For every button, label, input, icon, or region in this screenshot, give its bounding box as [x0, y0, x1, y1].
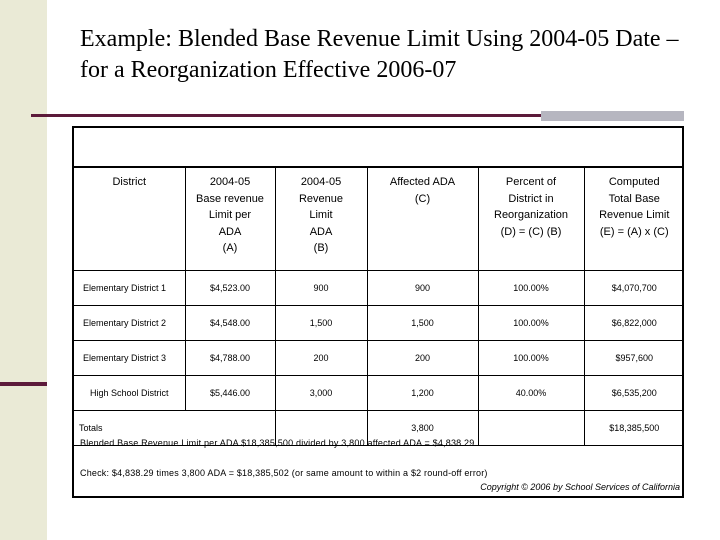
row-col-a: $4,788.00 — [185, 341, 275, 376]
row-col-c: 900 — [367, 271, 478, 306]
header-col-d: Percent of District in Reorganization (D) = (C) (B) — [494, 176, 568, 238]
check-note: Check: $4,838.29 times 3,800 ADA = $18,385,502 (or same amount to within a $2 round-off error) — [80, 468, 488, 478]
row-col-a: $4,523.00 — [185, 271, 275, 306]
row-district: Elementary District 1 — [74, 271, 185, 306]
row-district: Elementary District 3 — [74, 341, 185, 376]
row-district: Elementary District 2 — [74, 306, 185, 341]
blended-rate-note: Blended Base Revenue Limit per ADA $18,385,500 divided by 3,800 affected ADA = $4,838.29 — [80, 438, 475, 448]
row-col-b: 3,000 — [275, 376, 367, 411]
row-col-b: 200 — [275, 341, 367, 376]
table-header-row — [74, 168, 684, 271]
header-col-b: 2004-05 Revenue Limit ADA (B) — [298, 176, 344, 254]
row-col-a: $4,548.00 — [185, 306, 275, 341]
table-row — [74, 376, 684, 411]
row-col-d: 100.00% — [478, 271, 584, 306]
row-col-e: $957,600 — [615, 353, 654, 363]
title-underline-grey — [541, 111, 684, 121]
row-col-e: $6,535,200 — [611, 388, 657, 398]
totals-col-c: 3,800 — [367, 411, 478, 446]
header-district: District — [112, 176, 147, 188]
row-col-d: 100.00% — [478, 306, 584, 341]
slide-title: Example: Blended Base Revenue Limit Using 2004-05 Date – for a Reorganization Effective 2006-07 — [80, 26, 679, 83]
row-col-c: 1,500 — [367, 306, 478, 341]
left-band-accent-bar — [0, 382, 47, 386]
revenue-limit-table — [74, 168, 684, 446]
row-district: High School District — [74, 376, 185, 411]
header-col-a: 2004-05 Base revenue Limit per ADA (A) — [196, 176, 264, 254]
totals-col-e: $18,385,500 — [609, 423, 660, 433]
row-col-b: 900 — [275, 271, 367, 306]
table-row — [74, 306, 684, 341]
totals-label: Totals — [79, 423, 103, 433]
left-decorative-band — [0, 0, 47, 540]
header-col-c: Affected ADA (C) — [389, 176, 456, 205]
row-col-a: $5,446.00 — [185, 376, 275, 411]
row-col-d: 40.00% — [478, 376, 584, 411]
title-underline-dark — [31, 114, 541, 117]
row-col-c: 1,200 — [367, 376, 478, 411]
row-col-d: 100.00% — [478, 341, 584, 376]
row-col-c: 200 — [367, 341, 478, 376]
table-row — [74, 341, 684, 376]
row-col-b: 1,500 — [275, 306, 367, 341]
header-col-e: Computed Total Base Revenue Limit (E) = (A) x (C) — [599, 176, 670, 238]
copyright-notice: Copyright © 2006 by School Services of California — [480, 482, 680, 492]
row-col-e: $6,822,000 — [611, 318, 657, 328]
row-col-e: $4,070,700 — [611, 283, 657, 293]
table-row — [74, 271, 684, 306]
